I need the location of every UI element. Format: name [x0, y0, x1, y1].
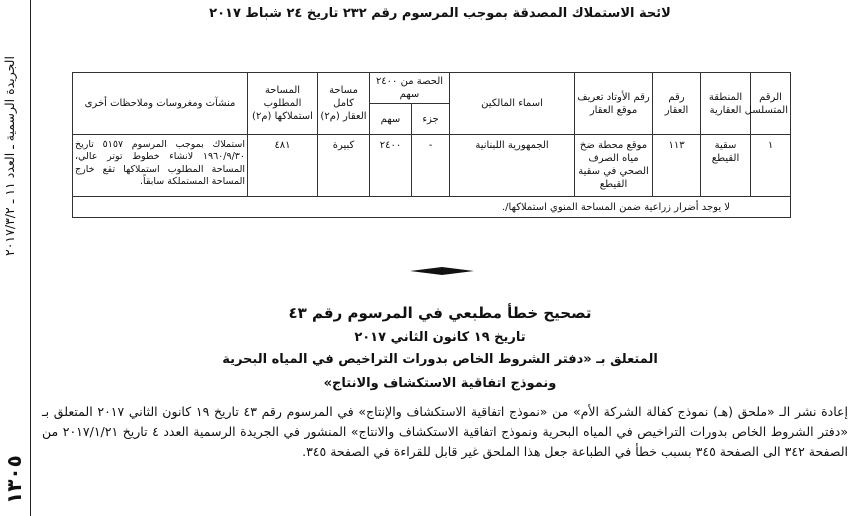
correction-body: إعادة نشر الـ «ملحق (هـ) نموذج كفالة الشركة الأم» من «نموذج اتفاقية الاستكشاف والإنتاج» في المرسوم رقم ٤٣ تاريخ ١٩ كانون الثاني ٢٠١٧ المتعلق بـ «دفتر الشروط الخاص بدورات التراخيص في المياه البحرية ونموذج اتفاقية الاستكشاف والانتاج» المنشور في الجريدة الرسمية العدد ٤ تاريخ ٢٠١٧/١/٢١ من الصفحة ٣٤٢ الى الصفحة ٣٤٥ بسبب خطأ في الطباعة جعل هذا الملحق غير قابل للقراءة في الصفحة ٣٤٥. — [42, 404, 848, 459]
correction-heading: تصحيح خطأ مطبعي في المرسوم رقم ٤٣ — [288, 304, 592, 322]
correction-subject-line-1: المتعلق بـ «دفتر الشروط الخاص بدورات التراخيص في المياه البحرية — [222, 352, 658, 367]
acquisition-list-title: لائحة الاستملاك المصدقة بموجب المرسوم رقم ٢٣٢ تاريخ ٢٤ شباط ٢٠١٧ — [209, 6, 671, 21]
cell-required-area: ٤٨١ — [248, 135, 318, 197]
correction-subject-line-2: ونموذج اتفاقية الاستكشاف والانتاج» — [323, 376, 557, 391]
header-plot-no: رقم العقار — [653, 73, 701, 135]
table-header-row — [73, 73, 791, 104]
header-total-area: مساحة كامل العقار (م٢) — [318, 73, 370, 135]
cell-share-part: - — [412, 135, 450, 197]
cell-share-shares: ٢٤٠٠ — [370, 135, 412, 197]
table-row — [73, 135, 791, 197]
header-zone: المنطقة العقارية — [701, 73, 751, 135]
page-number: ١٣٠٥ — [2, 455, 26, 505]
cell-total-area: كبيرة — [318, 135, 370, 197]
header-required-area: المساحة المطلوب استملاكها (م٢) — [248, 73, 318, 135]
header-notes: منشآت ومغروسات وملاحظات أخرى — [73, 73, 248, 135]
header-serial: الرقم المتسلسل — [751, 73, 791, 135]
header-stakes: رقم الأوتاد تعريف موقع العقار — [575, 73, 653, 135]
cell-serial: ١ — [751, 135, 791, 197]
table-footnote: لا يوجد أضرار زراعية ضمن المساحة المنوي استملاكها/. — [73, 197, 791, 218]
diamond-rule-divider-icon — [410, 266, 474, 276]
header-share-part: جزء — [412, 104, 450, 135]
cell-notes: استملاك بموجب المرسوم ٥١٥٧ تاريخ ١٩٦٠/٩/٣٠ لانشاء خطوط توتر عالي، المساحة المطلوب استملاكها تقع خارج المساحة المستملكة سابقاً. — [73, 135, 248, 197]
header-share-shares: سهم — [370, 104, 412, 135]
gazette-running-header: الجريدة الرسمية ـ العدد ١١ ـ ٢٠١٧/٣/٢ — [2, 56, 17, 256]
header-share-group: الحصة من ٢٤٠٠ سهم — [370, 73, 450, 104]
acquisition-table — [72, 72, 791, 218]
table-footnote-row — [73, 197, 791, 218]
cell-plot-no: ١١٣ — [653, 135, 701, 197]
cell-zone: سقية القيطع — [701, 135, 751, 197]
header-owners: اسماء المالكين — [450, 73, 575, 135]
correction-date: تاريخ ١٩ كانون الثاني ٢٠١٧ — [354, 330, 526, 345]
cell-owners: الجمهورية اللبنانية — [450, 135, 575, 197]
cell-stakes: موقع محطة ضخ مياه الصرف الصحي في سقية القيطع — [575, 135, 653, 197]
